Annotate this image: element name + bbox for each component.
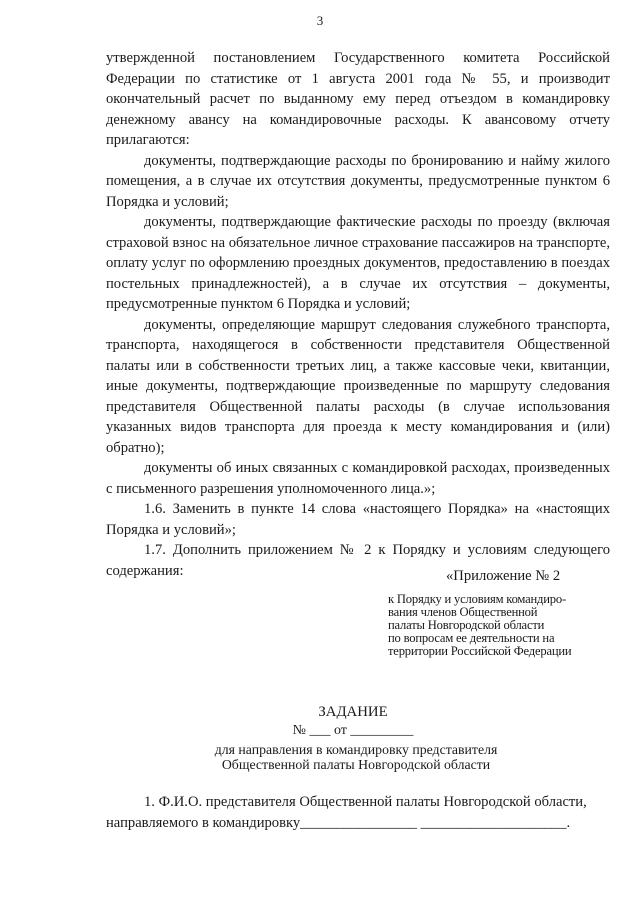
task-title: ЗАДАНИЕ [318, 704, 388, 720]
form-item-1-line-1: 1. Ф.И.О. представителя Общественной палаты Новгородской области, [144, 794, 587, 810]
task-purpose-line: Общественной палаты Новгородской области [221, 757, 491, 772]
paragraph-item-1-7: 1.7. Дополнить приложением № 2 к Порядку и условиям следующего содержания: [106, 542, 610, 579]
appendix-ref-line: вания членов Общественной [388, 605, 538, 619]
appendix-ref-line: территории Российской Федерации [388, 644, 572, 658]
paragraph-other-expenses: документы об иных связанных с командировкой расходах, произведенных с письменного разрешения уполномоченного лица.»; [106, 460, 610, 497]
form-item-1 [106, 792, 610, 834]
paragraph-item-1-6: 1.6. Заменить в пункте 14 слова «настоящего Порядка» на «настоящих Порядка и условий»; [106, 501, 610, 538]
task-purpose-line: для направления в командировку представителя [214, 742, 498, 757]
appendix-ref-line: к Порядку и условиям командиро- [388, 592, 566, 606]
page-number: 3 [316, 13, 324, 28]
paragraph-travel-documents: документы, подтверждающие фактические расходы по проезду (включая страховой взнос на обязательное личное страхование пассажиров на транспорте, оплату услуг по оформлению проездных документов, предоставлению в поездах постельных принадлежностей), а в случае их отсутствия – документы, предусмотренные пунктом 6 Порядка и условий; [106, 214, 610, 312]
appendix-ref-line: палаты Новгородской области [388, 618, 545, 632]
paragraph-report-intro: утвержденной постановлением Государственного комитета Российской Федерации по статистике от 1 августа 2001 года № 55, и производит окончательный расчет по выданному ему перед отъездом в командировку денежному авансу на командировочные расходы. К авансовому отчету прилагаются: [106, 50, 610, 148]
appendix-title: «Приложение № 2 [446, 568, 561, 584]
paragraph-housing-documents: документы, подтверждающие расходы по бронированию и найму жилого помещения, а в случае их отсутствия документы, предусмотренные пунктом 6 Порядка и условий; [106, 152, 610, 210]
body-text [106, 48, 610, 581]
appendix-ref-line: по вопросам ее деятельности на [388, 631, 555, 645]
task-purpose [0, 742, 640, 772]
appendix-reference [388, 593, 618, 658]
paragraph-route-documents: документы, определяющие маршрут следования служебного транспорта, транспорта, находящегося в собственности представителя Общественной палаты или в собственности третьих лиц, а также кассовые чеки, квитанции, иные документы, подтверждающие произведенные по маршруту следования представителя Общественной палаты расходы (в случае использования указанных видов транспорта для проезда к месту командирования и (или) обратно); [106, 316, 610, 456]
form-item-1-line-2: направляемого в командировку________________ ____________________. [106, 815, 571, 831]
task-number-line: № ___ от _________ [292, 723, 414, 738]
